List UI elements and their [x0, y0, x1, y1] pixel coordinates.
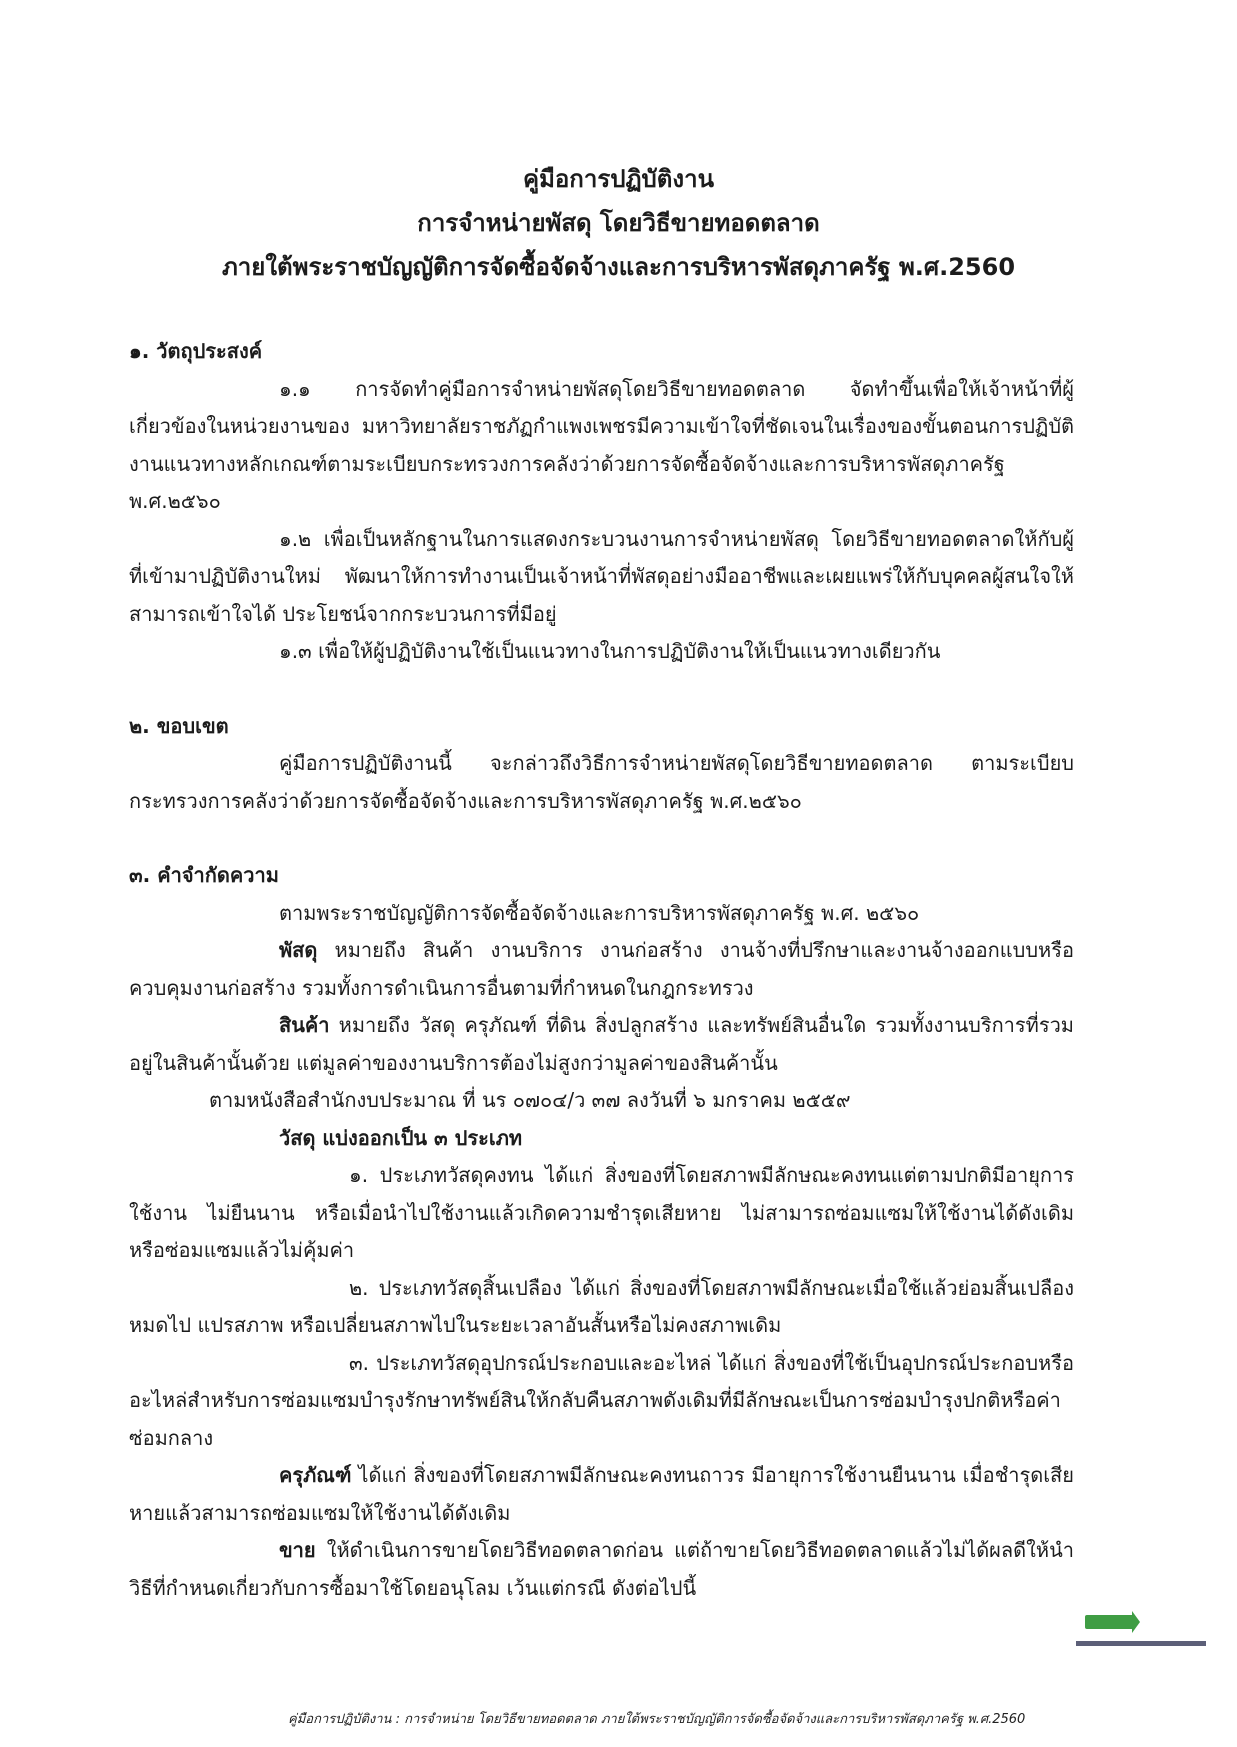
section-2-heading: ๒. ขอบเขต: [129, 713, 229, 738]
spacer: [129, 671, 1074, 708]
definition-term: สินค้า: [279, 1013, 330, 1037]
material-type-1: ๑. ประเภทวัสดุคงทน ได้แก่ สิ่งของที่โดยสภาพมีลักษณะคงทนแต่ตามปกติมีอายุการใช้งาน ไม่ยืนนาน หรือเมื่อนำไปใช้งานแล้วเกิดความชำรุดเสียหาย ไม่สามารถซ่อมแซมให้ใช้งานได้ดังเดิม หรือซ่อมแซมแล้วไม่คุ้มค่า: [129, 1163, 1074, 1262]
section-1-item-2: ๑.๒ เพื่อเป็นหลักฐานในการแสดงกระบวนงานการจำหน่ายพัสดุ โดยวิธีขายทอดตลาดให้กับผู้ที่เข้ามาปฏิบัติงานใหม่ พัฒนาให้การทำงานเป็นเจ้าหน้าที่พัสดุอย่างมืออาชีพและเผยแพร่ให้กับบุคคลผู้สนใจให้สามารถเข้าใจได้ ประโยชน์จากกระบวนการที่มีอยู่: [129, 526, 1074, 626]
budget-reference: ตามหนังสือสำนักงบประมาณ ที่ นร ๐๗๐๔/ว ๓๗ ลงวันที่ ๖ มกราคม ๒๕๕๙: [209, 1088, 851, 1112]
definition-goods: [129, 1007, 1074, 1082]
spacer: [129, 820, 1074, 857]
decorative-green-bar: [1085, 1615, 1134, 1629]
definitions-intro: ตามพระราชบัญญัติการจัดซื้อจัดจ้างและการบริหารพัสดุภาครัฐ พ.ศ. ๒๕๖๐: [279, 900, 920, 925]
definition-durable: [129, 1457, 1074, 1532]
definition-text: หมายถึง สินค้า งานบริการ งานก่อสร้าง งานจ้างที่ปรึกษาและงานจ้างออกแบบหรือควบคุมงานก่อสร้าง รวมทั้งการดำเนินการอื่นตามที่กำหนดในกฎกระทรวง: [129, 938, 1074, 1000]
definition-term: ครุภัณฑ์: [279, 1463, 352, 1487]
section-2-paragraph: คู่มือการปฏิบัติงานนี้ จะกล่าวถึงวิธีการจำหน่ายพัสดุโดยวิธีขายทอดตลาด ตามระเบียบกระทรวงการคลังว่าด้วยการจัดซื้อจัดจ้างและการบริหารพัสดุภาครัฐ พ.ศ.๒๕๖๐: [129, 751, 1074, 813]
material-type-3: ๓. ประเภทวัสดุอุปกรณ์ประกอบและอะไหล่ ได้แก่ สิ่งของที่ใช้เป็นอุปกรณ์ประกอบหรืออะไหล่สำหรับการซ่อมแซมบำรุงรักษาทรัพย์สินให้กลับคืนสภาพดังเดิมที่มีลักษณะเป็นการซ่อมบำรุงปกติหรือค่าซ่อมกลาง: [129, 1350, 1074, 1450]
material-type-2: ๒. ประเภทวัสดุสิ้นเปลือง ได้แก่ สิ่งของที่โดยสภาพมีลักษณะเมื่อใช้แล้วย่อมสิ้นเปลืองหมดไป แปรสภาพ หรือเปลี่ยนสภาพไปในระยะเวลาอันสั้นหรือไม่คงสภาพเดิม: [129, 1275, 1074, 1337]
title-line-3: ภายใต้พระราชบัญญัติการจัดซื้อจัดจ้างและการบริหารพัสดุภาครัฐ พ.ศ.2560: [221, 253, 1016, 281]
section-3-heading: ๓. คำจำกัดความ: [129, 863, 279, 887]
section-1-item-3: ๑.๓ เพื่อให้ผู้ปฏิบัติงานใช้เป็นแนวทางในการปฏิบัติงานให้เป็นแนวทางเดียวกัน: [279, 639, 941, 663]
definition-text: หมายถึง วัสดุ ครุภัณฑ์ ที่ดิน สิ่งปลูกสร้าง และทรัพย์สินอื่นใด รวมทั้งงานบริการที่รวมอยู่ในสินค้านั้นด้วย แต่มูลค่าของงานบริการต้องไม่สูงกว่ามูลค่าของสินค้านั้น: [129, 1013, 1074, 1075]
definition-term: พัสดุ: [279, 938, 318, 962]
title-line-2: การจำหน่ายพัสดุ โดยวิธีขายทอดตลาด: [417, 209, 820, 237]
section-1-heading: ๑. วัตถุประสงค์: [129, 339, 263, 363]
definition-term: ขาย: [279, 1538, 316, 1562]
page-footer: คู่มือการปฏิบัติงาน : การจำหน่าย โดยวิธีขายทอดตลาด ภายใต้พระราชบัญญัติการจัดซื้อจัดจ้างและการบริหารพัสดุภาครัฐ พ.ศ.2560: [288, 1712, 1026, 1727]
definition-text: ได้แก่ สิ่งของที่โดยสภาพมีลักษณะคงทนถาวร มีอายุการใช้งานยืนนาน เมื่อชำรุดเสียหายแล้วสามารถซ่อมแซมให้ใช้งานได้ดังเดิม: [129, 1463, 1074, 1525]
document-body: [129, 333, 1074, 1607]
definition-sell: [129, 1532, 1074, 1607]
decorative-gray-line: [1076, 1641, 1206, 1646]
document-title: [0, 157, 1237, 289]
title-line-1: คู่มือการปฏิบัติงาน: [523, 165, 714, 193]
definition-text: ให้ดำเนินการขายโดยวิธีทอดตลาดก่อน แต่ถ้าขายโดยวิธีทอดตลาดแล้วไม่ได้ผลดีให้นำวิธีที่กำหนดเกี่ยวกับการซื้อมาใช้โดยอนุโลม เว้นแต่กรณี ดังต่อไปนี้: [129, 1538, 1074, 1600]
materials-heading: วัสดุ แบ่งออกเป็น ๓ ประเภท: [279, 1125, 523, 1150]
definition-parcel: [129, 932, 1074, 1007]
section-1-item-1: ๑.๑ การจัดทำคู่มือการจำหน่ายพัสดุโดยวิธีขายทอดตลาด จัดทำขึ้นเพื่อให้เจ้าหน้าที่ผู้เกี่ยวข้องในหน่วยงานของ มหาวิทยาลัยราชภัฏกำแพงเพชรมีความเข้าใจที่ชัดเจนในเรื่องของขั้นตอนการปฏิบัติงานแนวทางหลักเกณฑ์ตามระเบียบกระทรวงการคลังว่าด้วยการจัดซื้อจัดจ้างและการบริหารพัสดุภาครัฐ พ.ศ.๒๕๖๐: [129, 376, 1074, 513]
